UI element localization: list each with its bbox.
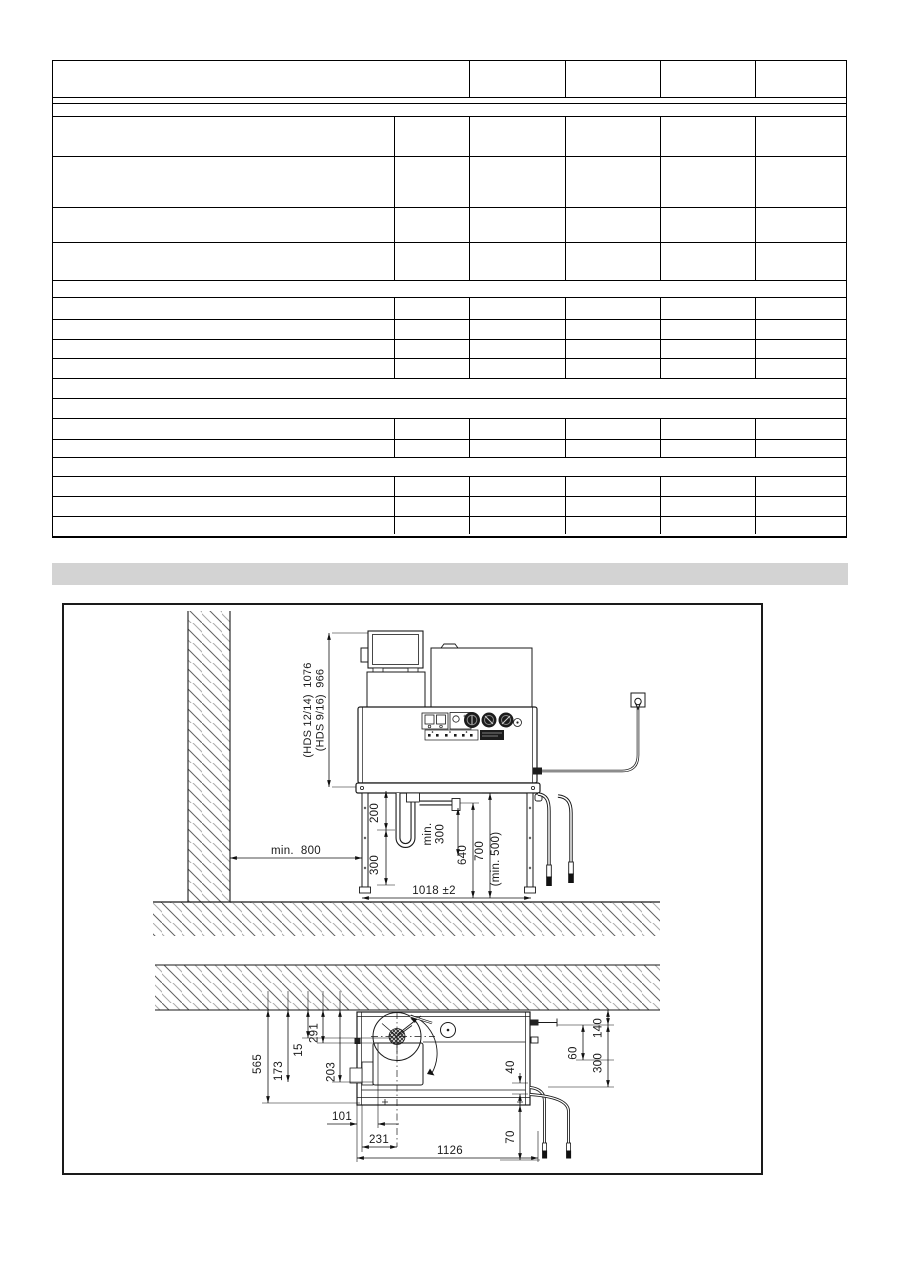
tank-cap (441, 644, 458, 648)
table-header-row (53, 61, 846, 98)
dim-label-min-500: (min. 500) (490, 831, 502, 887)
dim-label-60: 60 (567, 1046, 580, 1060)
table-row (53, 517, 846, 534)
leg-foot (360, 887, 371, 893)
wall-hatch (188, 611, 230, 902)
dim-label-height-hds916: (HDS 9/16) 966 (314, 668, 327, 752)
hose-connector-plan (531, 1037, 538, 1043)
dim-label-640: 640 (457, 844, 469, 866)
cabinet-tab (361, 648, 368, 662)
dim-label-40: 40 (505, 1060, 517, 1074)
dim-label-231: 231 (368, 1134, 390, 1146)
dim-label-173: 173 (273, 1060, 285, 1082)
cord-connector-plan (531, 1020, 539, 1026)
cord-connector (533, 768, 542, 775)
dim-label-height-hds1214: (HDS 12/14) 1076 (302, 662, 314, 758)
spec-table (52, 60, 847, 538)
dim-label-101: 101 (331, 1111, 353, 1123)
table-row (53, 157, 846, 208)
plan-wall-hatch (155, 965, 660, 1010)
table-row (53, 208, 846, 243)
table-row (53, 419, 846, 440)
dim-label-70: 70 (505, 1130, 517, 1144)
dim-label-140: 140 (592, 1017, 605, 1039)
dim-label-565: 565 (252, 1053, 264, 1075)
dim-label-203: 203 (325, 1061, 338, 1083)
table-row (53, 497, 846, 517)
dim-label-drain-min: min. (422, 822, 434, 846)
dim-label-min-800: min. 800 (270, 845, 322, 857)
table-row (53, 440, 846, 458)
installation-diagram (62, 603, 763, 1180)
table-row (53, 320, 846, 340)
leg-foot (525, 887, 536, 893)
fuel-tank (431, 648, 532, 707)
table-section-row (53, 379, 846, 399)
table-row (53, 298, 846, 320)
floor-hatch (153, 902, 660, 936)
exhaust-cabinet (368, 631, 423, 668)
table-section-row (53, 104, 846, 117)
table-row (53, 477, 846, 497)
hose-grip (568, 874, 574, 884)
table-row (53, 359, 846, 379)
table-section-row (53, 281, 846, 298)
dim-label-700: 700 (474, 840, 486, 862)
table-row (53, 243, 846, 281)
dim-label-200: 200 (369, 802, 381, 824)
drain-elbow (452, 799, 460, 811)
dim-label-1126: 1126 (437, 1145, 463, 1157)
dim-label-300: 300 (369, 854, 381, 876)
dim-label-300-plan: 300 (592, 1052, 605, 1074)
dim-label-drain-300: 300 (434, 823, 447, 845)
table-row (53, 340, 846, 359)
hose-grip (546, 877, 552, 887)
section-header-bar (52, 563, 848, 585)
dim-label-15: 15 (293, 1043, 305, 1057)
table-section-row (53, 458, 846, 477)
small-knob (453, 716, 459, 722)
dim-label-1018: 1018 ±2 (412, 885, 456, 897)
side-attachment (350, 1068, 362, 1083)
dim-label-291: 291 (308, 1022, 321, 1044)
base-frame (356, 783, 540, 793)
installation-diagram-svg (62, 603, 763, 1175)
table-row (53, 117, 846, 157)
type-plate (480, 730, 504, 740)
burner-housing (367, 672, 425, 707)
table-section-row (53, 399, 846, 419)
